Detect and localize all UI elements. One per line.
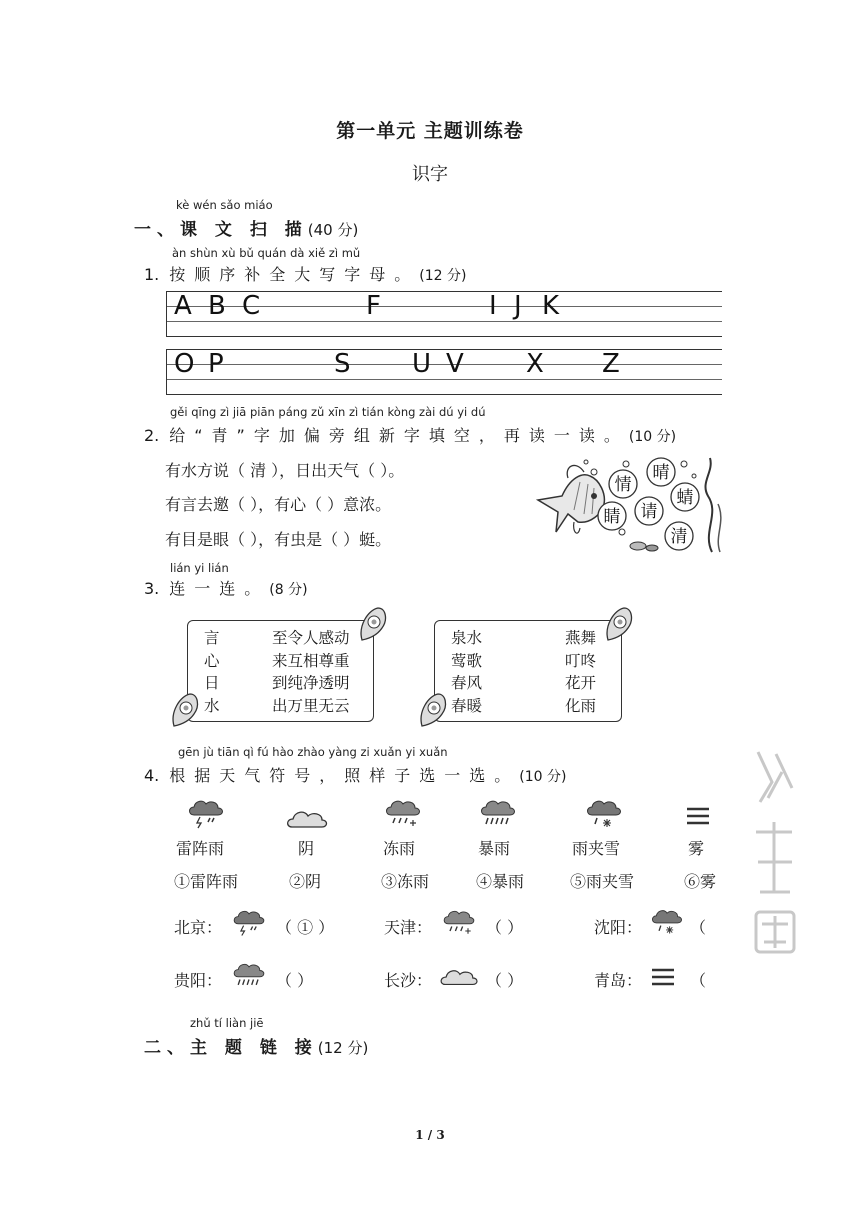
q3-points: (8 分) [269, 582, 308, 598]
city-name: 天津： [384, 918, 433, 937]
match-item: 心 [204, 651, 220, 670]
section2-label: 二、主 题 链 接 [144, 1038, 318, 1058]
section1-heading [134, 215, 358, 240]
q1-text: 按顺序补全大写字母。 [169, 265, 420, 284]
q1-letter: C [242, 291, 261, 321]
q1-letter: A [174, 291, 192, 321]
section1-label: 一、课 文 扫 描 [134, 220, 308, 240]
bubble-char: 蜻 [676, 488, 694, 508]
q3-pinyin: lián yi lián [170, 561, 229, 575]
option-item: ③冻雨 [381, 872, 430, 891]
q4-text: 根据天气符号，照样子选一选。 [169, 766, 520, 785]
q1-letter: K [542, 291, 560, 321]
q2-line: 有目是眼（ ），有虫是（ ）蜓。 [165, 530, 392, 549]
q1-points: (12 分) [419, 268, 467, 284]
freezing-rain-icon [383, 797, 423, 829]
section2-heading [144, 1033, 368, 1058]
q1-writing-lines-1 [166, 291, 722, 337]
section1-pinyin: kè wén sǎo miáo [176, 198, 273, 212]
overcast-icon [286, 807, 328, 833]
match-item: 水 [204, 696, 220, 715]
q4-number: 4. [144, 766, 160, 785]
snail-icon [356, 604, 390, 644]
weather-label: 阴 [298, 839, 315, 858]
answer-blank[interactable]: （ [690, 971, 707, 990]
match-item: 春风 [451, 674, 483, 692]
q2-pinyin: gěi qīng zì jiā piān páng zǔ xīn zì tián kòng zài dú yi dú [170, 405, 486, 419]
q3-text: 连一连。 [169, 579, 270, 598]
box2-right-column [565, 627, 596, 717]
weather-label: 雷阵雨 [176, 839, 225, 858]
heavy-rain-icon [231, 960, 267, 990]
option-item: ①雷阵雨 [174, 872, 239, 891]
overcast-icon [439, 966, 479, 990]
q2-number: 2. [144, 426, 160, 445]
match-item: 来互相尊重 [272, 651, 350, 670]
q2-prompt [144, 423, 676, 446]
q1-prompt [144, 262, 466, 285]
page-number: 1 / 3 [415, 1128, 445, 1142]
match-item: 到纯净透明 [272, 674, 350, 692]
section2-pinyin: zhǔ tí liàn jiē [190, 1016, 264, 1030]
q4-points: (10 分) [519, 769, 567, 785]
freezing-rain-icon [441, 907, 477, 937]
answer-blank[interactable]: （ ① ） [276, 918, 335, 937]
snail-icon [168, 690, 202, 730]
box1-left-column [204, 627, 220, 717]
weather-label: 雾 [688, 839, 705, 858]
q1-letter: U [412, 349, 432, 379]
answer-blank[interactable]: （ ） [486, 918, 524, 937]
matching-box-2 [434, 620, 622, 722]
match-item: 莺歌 [451, 651, 483, 670]
q1-letter: Z [602, 349, 620, 379]
page-subtitle: 识字 [412, 164, 448, 185]
q1-letter: P [208, 349, 224, 379]
q2-points: (10 分) [628, 429, 677, 445]
bubble-char: 晴 [652, 463, 670, 483]
fog-icon [651, 966, 675, 990]
q1-letter: J [514, 291, 522, 321]
box2-left-column [451, 627, 482, 717]
weather-label: 暴雨 [478, 839, 511, 858]
q2-line: 有水方说（ 清 ），日出天气（ ）。 [165, 461, 405, 480]
answer-blank[interactable]: （ ） [276, 971, 314, 990]
city-qingdao [594, 968, 642, 991]
fish-bubbles-illustration [534, 452, 728, 556]
q1-letter: V [446, 349, 464, 379]
answer-blank[interactable]: （ ） [486, 971, 524, 990]
thunderstorm-icon [231, 907, 267, 937]
city-shenyang [594, 915, 642, 938]
match-item: 日 [204, 674, 220, 692]
city-tianjin [384, 915, 432, 938]
match-item: 叮咚 [565, 651, 597, 670]
option-item: ⑤雨夹雪 [570, 872, 635, 891]
bubble-char: 睛 [603, 507, 621, 527]
q1-letter: O [174, 349, 195, 379]
option-item: ⑥雾 [684, 872, 717, 891]
q2-line: 有言去邀（ ），有心（ ）意浓。 [165, 495, 392, 514]
city-changsha [384, 968, 432, 991]
match-item: 至令人感动 [272, 629, 350, 647]
city-beijing [174, 915, 222, 938]
section2-points: (12 分) [317, 1039, 369, 1057]
q1-letter: F [366, 291, 381, 321]
watermark-stamp [752, 742, 798, 992]
match-item: 春暖 [451, 696, 483, 715]
weather-label: 冻雨 [383, 839, 416, 858]
q1-writing-lines-2 [166, 349, 722, 395]
snail-icon [602, 604, 636, 644]
option-item: ④暴雨 [476, 872, 525, 891]
q1-number: 1. [144, 265, 160, 284]
q1-letter: B [208, 291, 226, 321]
q1-letter: X [526, 349, 544, 379]
bubble-char: 清 [670, 527, 688, 547]
thunderstorm-icon [186, 797, 226, 829]
city-name: 长沙： [384, 971, 433, 990]
weather-label: 雨夹雪 [572, 839, 621, 858]
q3-prompt [144, 576, 308, 599]
match-item: 燕舞 [565, 629, 597, 647]
q2-text: 给“青”字加偏旁组新字填空，再读一读。 [169, 426, 629, 445]
page-title: 第一单元 主题训练卷 [336, 120, 524, 142]
box1-right-column [272, 627, 350, 717]
sleet-icon [584, 797, 624, 831]
answer-blank[interactable]: （ [690, 918, 707, 937]
q4-prompt [144, 763, 566, 786]
match-item: 化雨 [565, 696, 597, 715]
q1-pinyin: àn shùn xù bǔ quán dà xiě zì mǔ [172, 246, 361, 260]
matching-box-1 [187, 620, 374, 722]
city-name: 北京： [174, 918, 223, 937]
city-name: 沈阳： [594, 918, 643, 937]
bubble-char: 情 [614, 475, 632, 495]
q1-letter: I [489, 291, 497, 321]
q1-letter: S [334, 349, 351, 379]
section1-points: (40 分) [307, 221, 359, 239]
city-guiyang [174, 968, 222, 991]
match-item: 花开 [565, 674, 597, 692]
sleet-icon [649, 907, 685, 937]
fog-icon [686, 805, 710, 829]
snail-icon [416, 690, 450, 730]
option-item: ②阴 [289, 872, 322, 891]
match-item: 言 [204, 629, 220, 647]
city-name: 贵阳： [174, 971, 223, 990]
heavy-rain-icon [478, 797, 518, 829]
match-item: 出万里无云 [272, 696, 350, 715]
match-item: 泉水 [451, 629, 483, 647]
city-name: 青岛： [594, 971, 643, 990]
bubble-char: 请 [640, 502, 658, 522]
q4-pinyin: gēn jù tiān qì fú hào zhào yàng zi xuǎn yi xuǎn [178, 745, 448, 759]
q3-number: 3. [144, 579, 160, 598]
